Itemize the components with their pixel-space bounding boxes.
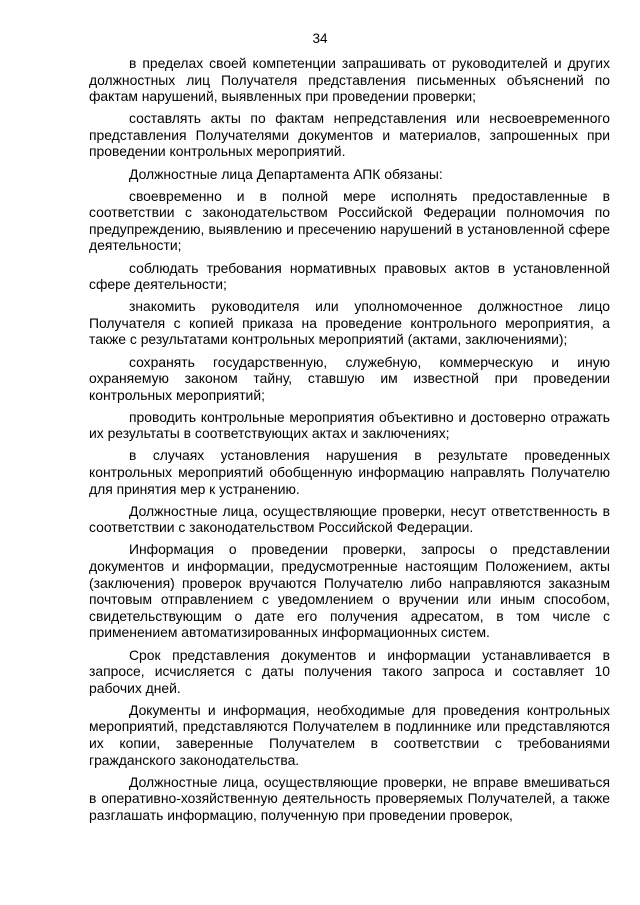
paragraph: составлять акты по фактам непредставления или несвоевременного представления Получателями документов и материалов, запрошенных при проведении контрольных мероприятий. bbox=[89, 110, 610, 160]
paragraph: своевременно и в полной мере исполнять предоставленные в соответствии с законодательством Российской Федерации полномочия по предупреждению, выявлению и пресечению нарушений в установленной сфере деятельности; bbox=[89, 187, 610, 254]
paragraph: Должностные лица, осуществляющие проверки, несут ответственность в соответствии с законодательством Российской Федерации. bbox=[89, 502, 610, 536]
paragraph: в случаях установления нарушения в результате проведенных контрольных мероприятий обобщенную информацию направлять Получателю для принятия мер к устранению. bbox=[89, 447, 610, 497]
paragraph: сохранять государственную, служебную, коммерческую и иную охраняемую законом тайну, ставшую им известной при проведении контрольных мероприятий; bbox=[89, 353, 610, 403]
paragraph: Информация о проведении проверки, запросы о представлении документов и информации, предусмотренные настоящим Положением, акты (заключения) проверок вручаются Получателю либо направляются заказным почтовым отправлением с уведомлением о вручении или иным способом, свидетельствующим о дате его получения адресатом, в том числе с применением автоматизированных информационных систем. bbox=[89, 541, 610, 641]
paragraph: Документы и информация, необходимые для проведения контрольных мероприятий, представляются Получателем в подлиннике или представляются их копии, заверенные Получателем в соответствии с требованиями гражданского законодательства. bbox=[89, 701, 610, 768]
paragraph: Должностные лица Департамента АПК обязаны: bbox=[129, 165, 443, 182]
page-number: 34 bbox=[312, 31, 328, 46]
paragraph: проводить контрольные мероприятия объективно и достоверно отражать их результаты в соответствующих актах и заключениях; bbox=[89, 408, 610, 442]
paragraph: в пределах своей компетенции запрашивать от руководителей и других должностных лиц Получателя представления письменных объяснений по фактам нарушений, выявленных при проведении проверки; bbox=[89, 55, 610, 105]
paragraph: знакомить руководителя или уполномоченное должностное лицо Получателя с копией приказа на проведение контрольного мероприятия, а также с результатами контрольных мероприятий (актами, заключениями); bbox=[89, 298, 610, 348]
paragraph: Срок представления документов и информации устанавливается в запросе, исчисляется с даты получения такого запроса и составляет 10 рабочих дней. bbox=[89, 646, 610, 696]
paragraph: соблюдать требования нормативных правовых актов в установленной сфере деятельности; bbox=[89, 259, 610, 293]
paragraph: Должностные лица, осуществляющие проверки, не вправе вмешиваться в оперативно-хозяйственную деятельность проверяемых Получателей, а также разглашать информацию, полученную при проведении проверок, bbox=[89, 773, 610, 823]
document-body bbox=[89, 55, 610, 829]
